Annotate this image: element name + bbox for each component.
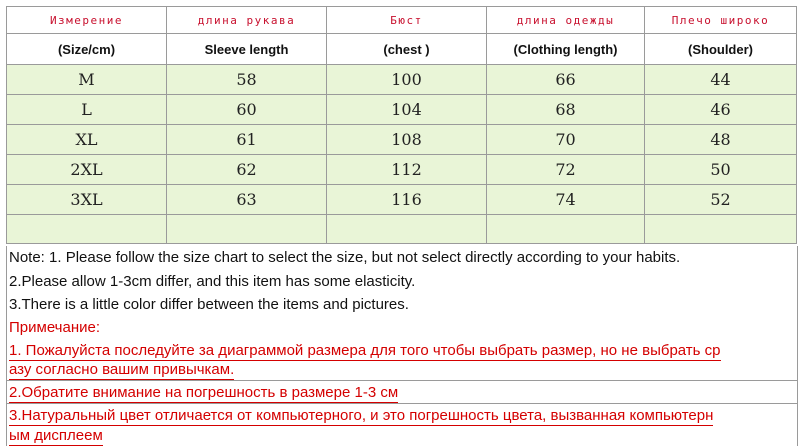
shoulder-cell: 48	[645, 125, 797, 155]
blank-cell	[645, 215, 797, 244]
note-ru-1	[9, 341, 795, 361]
note-ru-3-cont	[9, 426, 795, 446]
header-en-sleeve: Sleeve length	[167, 34, 327, 65]
note-divider	[7, 380, 797, 381]
chest-cell: 104	[327, 95, 487, 125]
note-divider	[7, 403, 797, 404]
length-cell: 70	[487, 125, 645, 155]
size-cell: XL	[7, 125, 167, 155]
size-table	[6, 6, 797, 244]
sleeve-cell: 58	[167, 65, 327, 95]
blank-row	[7, 215, 797, 244]
shoulder-cell: 46	[645, 95, 797, 125]
notes-section	[6, 246, 798, 446]
sleeve-cell: 63	[167, 185, 327, 215]
header-en-length: (Clothing length)	[487, 34, 645, 65]
shoulder-cell: 52	[645, 185, 797, 215]
chest-cell: 112	[327, 155, 487, 185]
note-ru-title: Примечание:	[9, 319, 100, 336]
header-row-russian	[7, 7, 797, 34]
size-cell: 3XL	[7, 185, 167, 215]
chest-cell: 100	[327, 65, 487, 95]
table-row	[7, 125, 797, 155]
note-en-2: 2.Please allow 1-3cm differ, and this item has some elasticity.	[9, 273, 416, 290]
blank-cell	[7, 215, 167, 244]
note-ru-1-text: 1. Пожалуйста последуйте за диаграммой размера для того чтобы выбрать размер, но не выбрать ср	[9, 342, 721, 359]
size-cell: 2XL	[7, 155, 167, 185]
note-en-1: Note: 1. Please follow the size chart to select the size, but not select directly according to your habits.	[9, 249, 681, 266]
header-row-english	[7, 34, 797, 65]
header-ru-length: длина одежды	[487, 7, 645, 34]
header-ru-shoulder: Плечо широко	[645, 7, 797, 34]
length-cell: 72	[487, 155, 645, 185]
header-ru-size: Измерение	[7, 7, 167, 34]
note-ru-3-cont-text: ым дисплеем	[9, 427, 103, 444]
header-ru-chest: Бюст	[327, 7, 487, 34]
table-row	[7, 185, 797, 215]
blank-cell	[167, 215, 327, 244]
header-en-chest: (chest )	[327, 34, 487, 65]
table-row	[7, 155, 797, 185]
note-ru-3	[9, 406, 795, 426]
length-cell: 68	[487, 95, 645, 125]
length-cell: 66	[487, 65, 645, 95]
chest-cell: 116	[327, 185, 487, 215]
note-en-3: 3.There is a little color differ between the items and pictures.	[9, 296, 409, 313]
note-ru-1-cont-text: азу согласно вашим привычкам.	[9, 361, 235, 378]
size-cell: L	[7, 95, 167, 125]
blank-cell	[487, 215, 645, 244]
length-cell: 74	[487, 185, 645, 215]
sleeve-cell: 62	[167, 155, 327, 185]
header-ru-sleeve: длина рукава	[167, 7, 327, 34]
header-en-shoulder: (Shoulder)	[645, 34, 797, 65]
header-en-size: (Size/cm)	[7, 34, 167, 65]
size-cell: M	[7, 65, 167, 95]
table-row	[7, 95, 797, 125]
shoulder-cell: 50	[645, 155, 797, 185]
chest-cell: 108	[327, 125, 487, 155]
shoulder-cell: 44	[645, 65, 797, 95]
sleeve-cell: 60	[167, 95, 327, 125]
note-ru-2-text: 2.Обратите внимание на погрешность в размере 1-3 см	[9, 384, 399, 401]
blank-cell	[327, 215, 487, 244]
sleeve-cell: 61	[167, 125, 327, 155]
note-ru-2	[9, 383, 795, 403]
table-row	[7, 65, 797, 95]
note-ru-1-cont	[9, 360, 795, 380]
note-ru-3-text: 3.Натуральный цвет отличается от компьютерного, и это погрешность цвета, вызванная компьютерн	[9, 407, 714, 424]
